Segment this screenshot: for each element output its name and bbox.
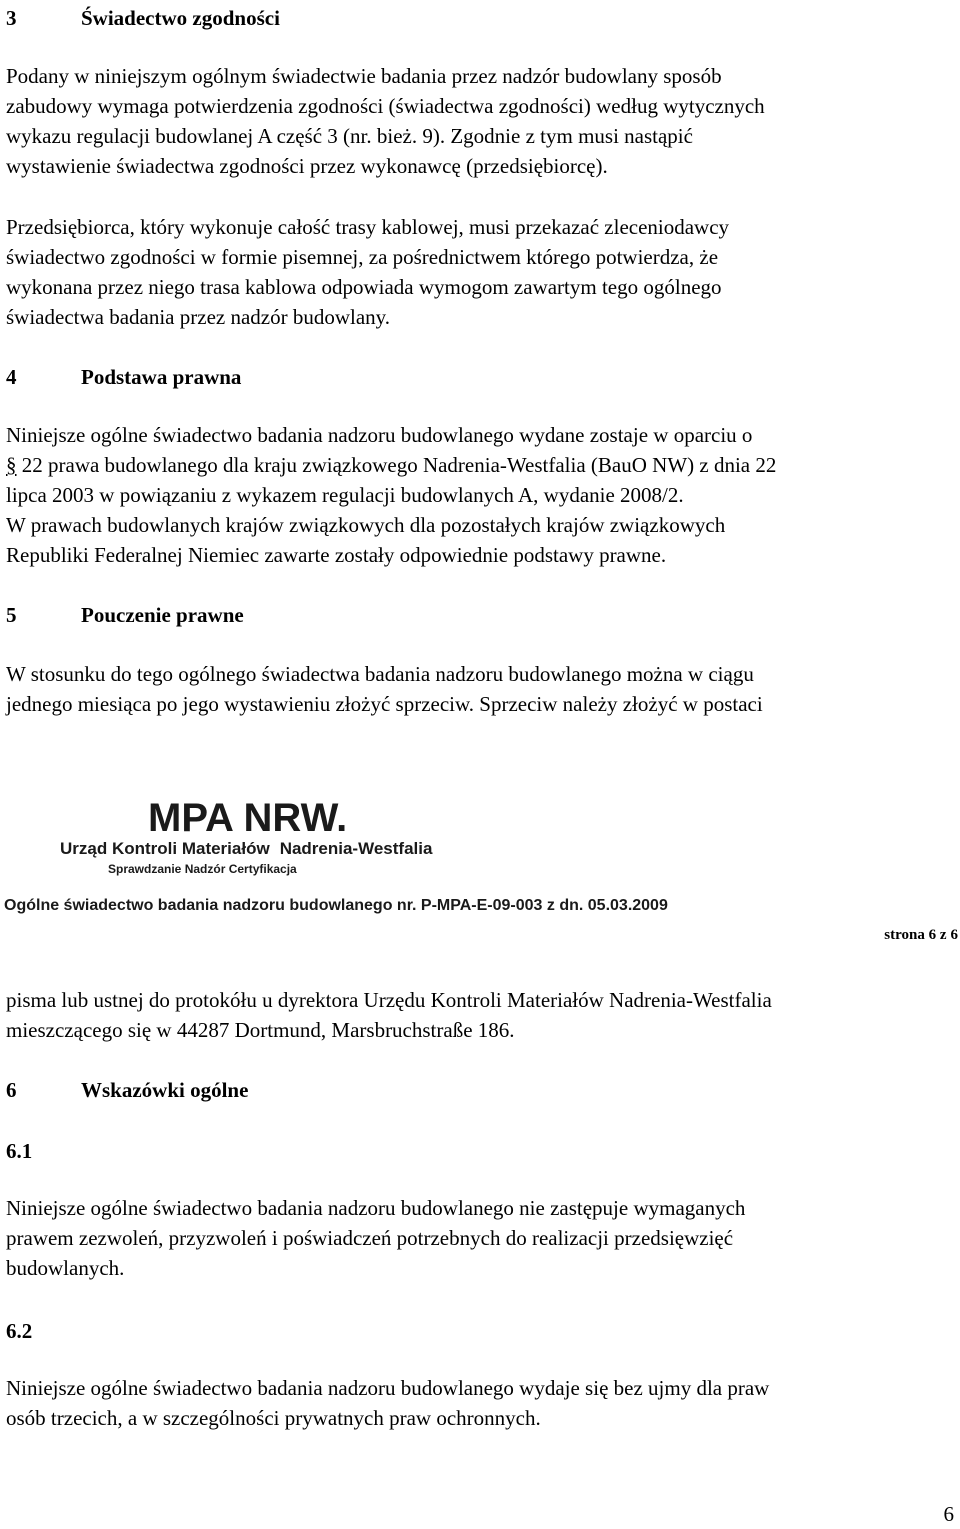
subsection-6-2-heading — [6, 1318, 32, 1344]
section-title: Świadectwo zgodności — [81, 6, 280, 30]
logo-services: Sprawdzanie Nadzór Certyfikacja — [108, 862, 297, 876]
text-line: zabudowy wymaga potwierdzenia zgodności (świadectwa zgodności) według wytycznych — [6, 94, 765, 118]
text-fragment: 22 prawa budowlanego dla kraju związkowego Nadrenia-Westfalia (BauO NW) z dnia 22 — [16, 453, 777, 477]
text-line: budowlanych. — [6, 1256, 125, 1280]
section-3-paragraph-1 — [6, 61, 956, 181]
text-line: wystawienie świadectwa zgodności przez wykonawcę (przedsiębiorcę). — [6, 154, 608, 178]
text-line: Podany w niniejszym ogólnym świadectwie badania przez nadzór budowlany sposób — [6, 64, 722, 88]
page-counter — [884, 925, 958, 945]
page-counter-total: 6 — [950, 927, 958, 943]
paragraph-sign: § — [6, 453, 17, 477]
section-4-paragraph — [6, 420, 956, 570]
text-line: Niniejsze ogólne świadectwo badania nadzoru budowlanego wydane zostaje w oparciu o — [6, 423, 753, 447]
subsection-number: 6.2 — [6, 1319, 33, 1343]
text-line — [6, 450, 956, 480]
section-number: 5 — [6, 603, 17, 627]
text-line: W stosunku do tego ogólnego świadectwa badania nadzoru budowlanego można w ciągu — [6, 662, 754, 686]
text-line: świadectwa badania przez nadzór budowlany. — [6, 305, 391, 329]
section-number: 4 — [6, 365, 17, 389]
text-line: prawem zezwoleń, przyzwoleń i poświadczeń potrzebnych do realizacji przedsięwzięć — [6, 1226, 734, 1250]
subsection-number: 6.1 — [6, 1139, 33, 1163]
text-line: mieszczącego się w 44287 Dortmund, Marsbruchstraße 186. — [6, 1018, 515, 1042]
page-counter-prefix: strona 6 z — [884, 927, 947, 943]
logo-office-line — [60, 838, 500, 860]
logo-region: Nadrenia-Westfalia — [279, 839, 433, 858]
section-number: 3 — [6, 6, 17, 30]
text-line: osób trzecich, a w szczególności prywatnych praw ochronnych. — [6, 1406, 541, 1430]
section-6-heading — [6, 1077, 248, 1103]
page-number: 6 — [943, 1502, 954, 1526]
logo-title: MPA NRW. — [148, 796, 348, 840]
section-number: 6 — [6, 1078, 17, 1102]
text-line: wykazu regulacji budowlanej A część 3 (nr. bież. 9). Zgodnie z tym musi nastąpić — [6, 124, 693, 148]
text-line: Niniejsze ogólne świadectwo badania nadzoru budowlanego wydaje się bez ujmy dla praw — [6, 1376, 770, 1400]
text-line: wykonana przez niego trasa kablowa odpowiada wymogom zawartym tego ogólnego — [6, 275, 722, 299]
section-5-continuation — [6, 985, 956, 1045]
subsection-6-2-paragraph — [6, 1373, 956, 1433]
logo-office: Urząd Kontroli Materiałów — [60, 839, 270, 858]
section-5-heading — [6, 602, 244, 628]
text-line: Przedsiębiorca, który wykonuje całość trasy kablowej, musi przekazać zleceniodawcy — [6, 215, 730, 239]
text-line: jednego miesiąca po jego wystawieniu złożyć sprzeciw. Sprzeciw należy złożyć w postaci — [6, 692, 763, 716]
section-title: Podstawa prawna — [81, 365, 242, 389]
section-title: Pouczenie prawne — [81, 603, 244, 627]
section-4-heading — [6, 364, 241, 390]
mpa-nrw-logo — [60, 798, 500, 878]
section-3-paragraph-2 — [6, 212, 956, 332]
subsection-6-1-paragraph — [6, 1193, 956, 1283]
text-line: W prawach budowlanych krajów związkowych dla pozostałych krajów związkowych — [6, 513, 726, 537]
section-5-paragraph — [6, 659, 956, 719]
text-line: świadectwo zgodności w formie pisemnej, za pośrednictwem którego potwierdza, że — [6, 245, 719, 269]
subsection-6-1-heading — [6, 1138, 32, 1164]
text-line: lipca 2003 w powiązaniu z wykazem regulacji budowlanych A, wydanie 2008/2. — [6, 483, 684, 507]
text-line: pisma lub ustnej do protokółu u dyrektora Urzędu Kontroli Materiałów Nadrenia-Westfalia — [6, 988, 772, 1012]
certificate-reference: Ogólne świadectwo badania nadzoru budowlanego nr. P-MPA-E-09-003 z dn. 05.03.2009 — [4, 897, 668, 914]
text-line: Republiki Federalnej Niemiec zawarte zostały odpowiednie podstawy prawne. — [6, 543, 667, 567]
text-line: Niniejsze ogólne świadectwo badania nadzoru budowlanego nie zastępuje wymaganych — [6, 1196, 746, 1220]
section-3-heading — [6, 5, 280, 31]
section-title: Wskazówki ogólne — [81, 1078, 249, 1102]
